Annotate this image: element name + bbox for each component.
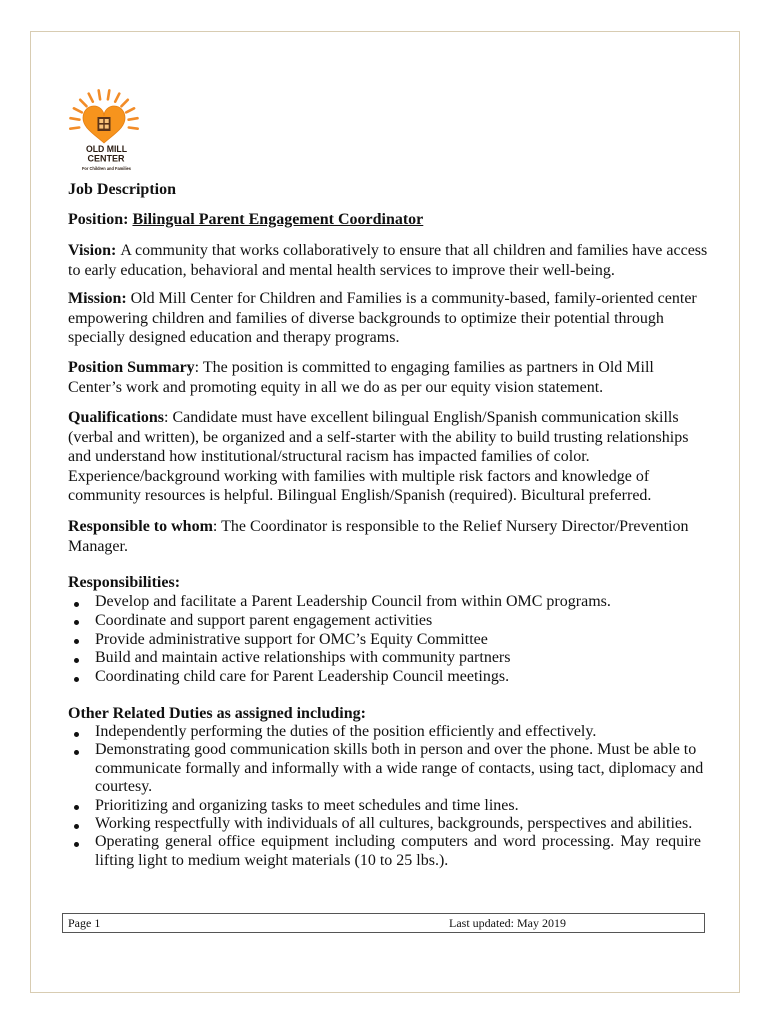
responsible-to-label: Responsible to whom (68, 518, 213, 535)
bullet-icon (74, 750, 79, 755)
position-title: Bilingual Parent Engagement Coordinator (132, 211, 424, 228)
bullet-icon (74, 842, 79, 847)
other-duties-list (95, 723, 703, 870)
summary-text: Center’s work and promoting equity in all we do as per our equity vision statement. (68, 378, 604, 396)
list-item (95, 631, 611, 650)
mission-text: Old Mill Center for Children and Families is a community-based, family-oriented center (130, 290, 697, 307)
page-footer (62, 913, 705, 933)
position-summary-section (68, 358, 654, 397)
bullet-icon (74, 732, 79, 737)
qualifications-first-line (68, 408, 688, 428)
list-item (95, 723, 703, 741)
page-number: Page 1 (68, 916, 101, 930)
responsible-to-section (68, 517, 689, 556)
list-item-text: courtesy. (95, 778, 153, 796)
summary-text: : The position is committed to engaging families as partners in Old Mill (194, 359, 654, 376)
list-item (95, 649, 611, 668)
list-item-text: Develop and facilitate a Parent Leadership Council from within OMC programs. (95, 593, 611, 610)
responsibilities-heading: Responsibilities: (68, 574, 181, 591)
list-item (95, 668, 611, 687)
list-item-text: Operating general office equipment including computers and word processing. May require (95, 833, 701, 851)
logo-tagline: For Children and Families (82, 166, 132, 171)
bullet-icon (74, 824, 79, 829)
list-item-text: lifting light to medium weight materials (10 to 25 lbs.). (95, 851, 449, 869)
last-updated: Last updated: May 2019 (449, 916, 566, 930)
logo-name-line1: OLD MILL (86, 144, 128, 155)
position-label: Position: (68, 211, 129, 228)
vision-text: to early education, behavioral and mental health services to improve their well-being. (68, 261, 615, 279)
list-item-text: Coordinating child care for Parent Leadership Council meetings. (95, 668, 510, 685)
list-item (95, 815, 703, 833)
summary-label: Position Summary (68, 359, 195, 376)
responsible-to-text: Manager. (68, 537, 128, 555)
bullet-icon (74, 658, 79, 663)
list-item-text: Coordinate and support parent engagement activities (95, 611, 433, 629)
list-item-text: communicate formally and informally with a wide range of contacts, using tact, diplomacy and (95, 759, 704, 777)
list-item (95, 797, 703, 815)
vision-label: Vision: (68, 242, 117, 259)
position-line (68, 210, 423, 230)
qualifications-text: community resources is helpful. Bilingual English/Spanish (required). Bicultural preferred. (68, 487, 652, 504)
responsibilities-list (95, 593, 611, 687)
bullet-icon (74, 602, 79, 607)
list-item-text: Prioritizing and organizing tasks to meet schedules and time lines. (95, 796, 519, 814)
responsible-to-first-line (68, 517, 689, 537)
responsible-to-text: : The Coordinator is responsible to the Relief Nursery Director/Prevention (212, 518, 689, 535)
vision-first-line (68, 241, 707, 261)
old-mill-center-logo (62, 88, 146, 176)
list-item-text: Build and maintain active relationships with community partners (95, 649, 511, 667)
summary-first-line (68, 358, 654, 378)
list-item-text: Provide administrative support for OMC’s Equity Committee (95, 630, 488, 648)
document-heading: Job Description (68, 181, 176, 198)
list-item (95, 741, 703, 796)
qualifications-section (68, 408, 688, 506)
list-item-text: Demonstrating good communication skills both in person and over the phone. Must be able to (95, 741, 697, 759)
qualifications-text: : Candidate must have excellent bilingual English/Spanish communication skills (164, 409, 679, 426)
bullet-icon (74, 639, 79, 644)
list-item-text: Working respectfully with individuals of all cultures, backgrounds, perspectives and abilities. (95, 815, 693, 833)
list-item (95, 833, 703, 870)
qualifications-text: and understand how institutional/structural racism has impacted families of color. (68, 448, 590, 465)
list-item (95, 593, 611, 612)
mission-text: specially designed education and therapy programs. (68, 329, 400, 346)
mission-first-line (68, 289, 697, 309)
qualifications-text: Experience/background working with families with multiple risk factors and knowledge of (68, 467, 650, 485)
vision-section (68, 241, 707, 280)
mission-label: Mission: (68, 290, 127, 307)
other-duties-heading: Other Related Duties as assigned including: (68, 705, 366, 722)
mill-building-icon (98, 117, 111, 131)
vision-text: A community that works collaboratively to ensure that all children and families have access (120, 242, 708, 259)
qualifications-label: Qualifications (68, 409, 165, 426)
logo-name-line2: CENTER (87, 153, 125, 165)
list-item (95, 612, 611, 631)
mission-text: empowering children and families of diverse backgrounds to optimize their potential through (68, 309, 664, 327)
qualifications-text: (verbal and written), be organized and a self-starter with the ability to build trusting relationships (68, 428, 689, 446)
bullet-icon (74, 677, 79, 682)
list-item-text: Independently performing the duties of the position efficiently and effectively. (95, 723, 597, 740)
mission-section (68, 289, 697, 348)
